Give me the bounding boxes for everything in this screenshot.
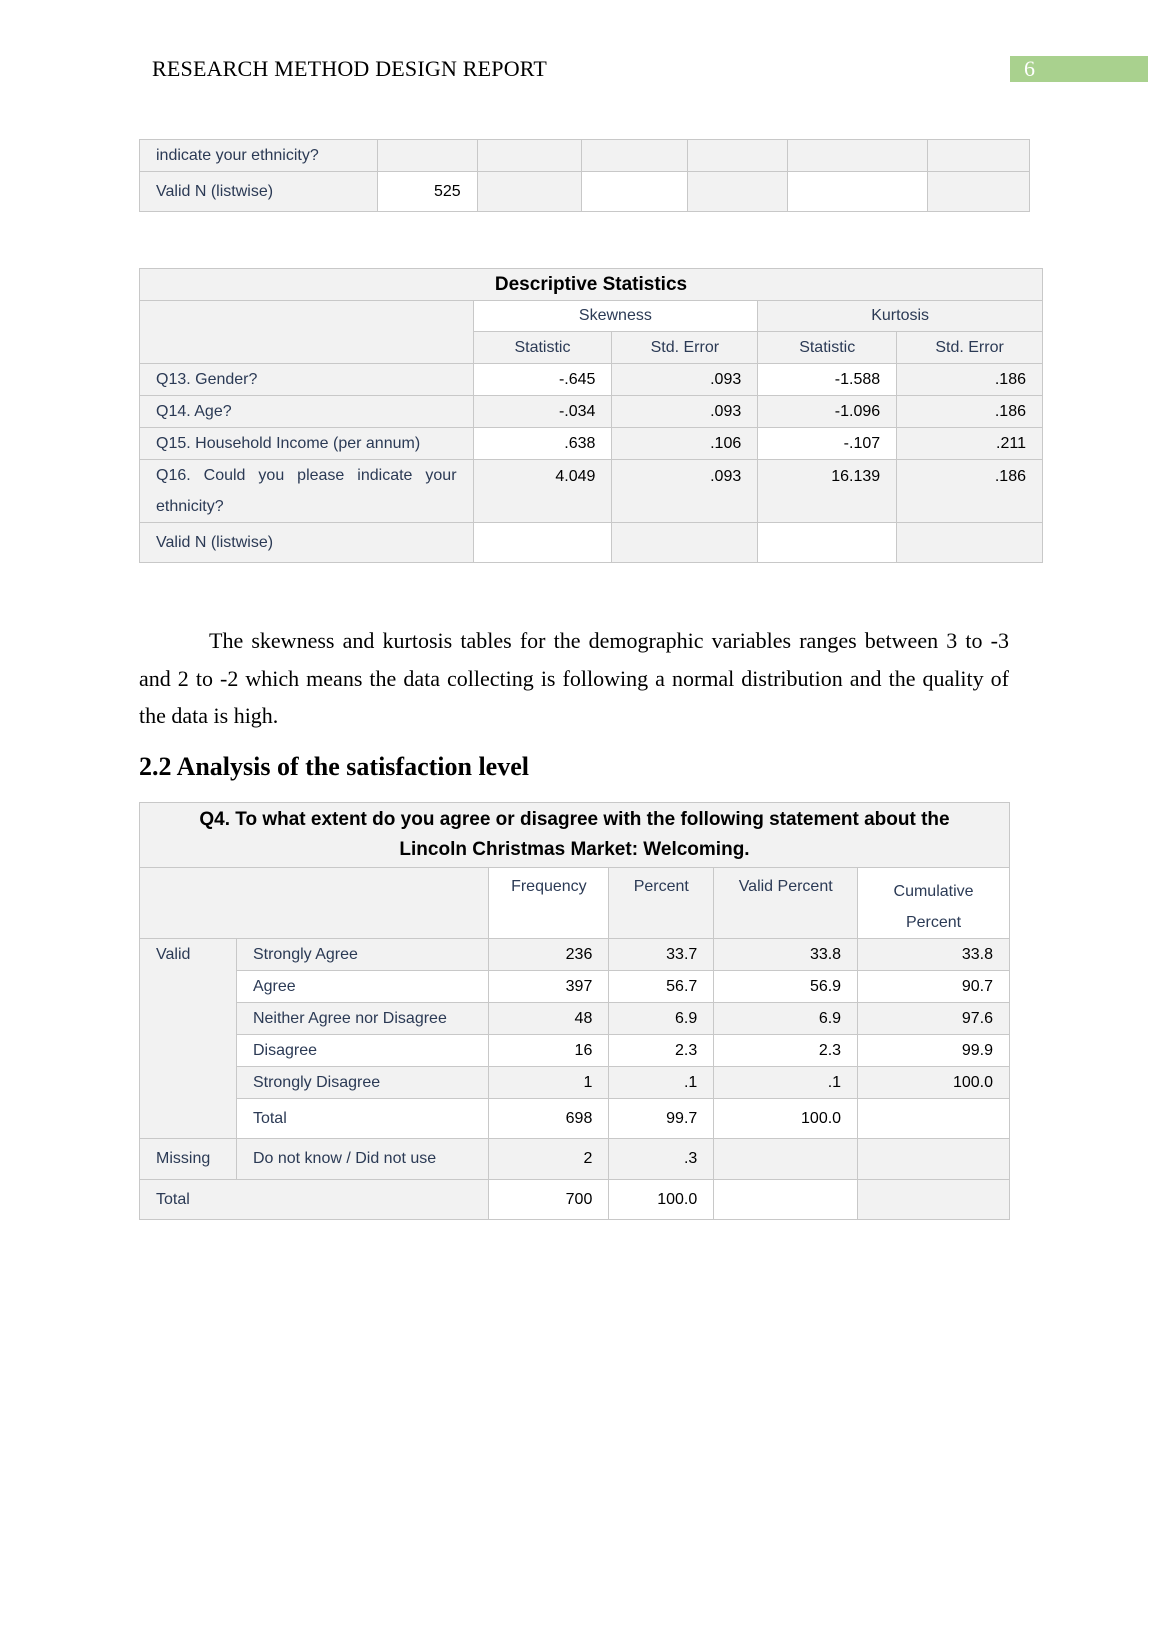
table-row: Q15. Household Income (per annum) .638 .106 -.107 .211 <box>140 428 1043 460</box>
table-row: Neither Agree nor Disagree 48 6.9 6.9 97.6 <box>140 1003 1010 1035</box>
column-header: Valid Percent <box>714 868 858 939</box>
running-header: RESEARCH METHOD DESIGN REPORT <box>152 56 548 81</box>
q4-frequency-table <box>139 802 1010 1220</box>
descriptive-statistics-table <box>139 268 1043 563</box>
table-row: Disagree 16 2.3 2.3 99.9 <box>140 1035 1010 1067</box>
table-row: Missing Do not know / Did not use 2 .3 <box>140 1139 1010 1180</box>
table-cell: 525 <box>377 172 477 212</box>
column-header: Statistic <box>758 332 897 364</box>
continuation-table <box>139 139 1030 212</box>
table-row: Total 698 99.7 100.0 <box>140 1099 1010 1139</box>
column-header: Percent <box>609 868 714 939</box>
section-heading: 2.2 Analysis of the satisfaction level <box>139 752 529 781</box>
table-row: Valid Strongly Agree 236 33.7 33.8 33.8 <box>140 939 1010 971</box>
column-header: Frequency <box>489 868 609 939</box>
table-row: Q16. Could you please indicate your ethnicity? 4.049 .093 16.139 .186 <box>140 460 1043 523</box>
table-row-label: indicate your ethnicity? <box>140 140 378 172</box>
column-header: Std. Error <box>897 332 1043 364</box>
table-row: Q14. Age? -.034 .093 -1.096 .186 <box>140 396 1043 428</box>
table-row-label: Valid N (listwise) <box>140 172 378 212</box>
table-title: Q4. To what extent do you agree or disagree with the following statement about the Lincoln Christmas Market: Welcoming. <box>140 803 1010 868</box>
column-group-header: Skewness <box>473 301 758 332</box>
table-row: Agree 397 56.7 56.9 90.7 <box>140 971 1010 1003</box>
column-header: Statistic <box>473 332 612 364</box>
column-header: Cumulative Percent <box>858 868 1010 939</box>
table-title: Descriptive Statistics <box>140 269 1043 301</box>
table-row: Strongly Disagree 1 .1 .1 100.0 <box>140 1067 1010 1099</box>
table-row: Q13. Gender? -.645 .093 -1.588 .186 <box>140 364 1043 396</box>
body-paragraph: The skewness and kurtosis tables for the demographic variables ranges between 3 to -3 and 2 to -2 which means the data collecting is following a normal distribution and the quality of the data is high. <box>139 628 1009 728</box>
table-row: Total 700 100.0 <box>140 1180 1010 1220</box>
column-header: Std. Error <box>612 332 758 364</box>
page-number: 6 <box>1010 56 1148 82</box>
row-group-label: Valid <box>140 939 237 1139</box>
row-group-label: Missing <box>140 1139 237 1180</box>
column-group-header: Kurtosis <box>758 301 1043 332</box>
table-row: Valid N (listwise) <box>140 523 1043 563</box>
